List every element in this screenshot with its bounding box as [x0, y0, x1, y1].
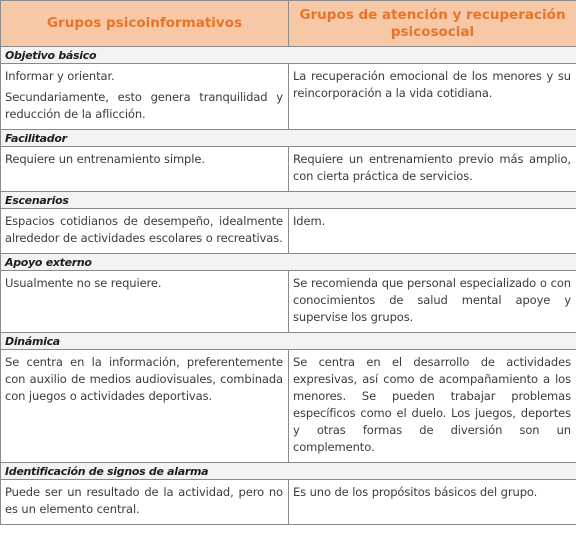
- table-row: [1, 480, 576, 525]
- cell-atencion-recuperacion: [289, 350, 576, 463]
- section-row: [1, 192, 576, 209]
- cell-psicoinformativos: [1, 64, 289, 130]
- cell-psicoinformativos: [1, 271, 289, 333]
- cell-paragraph: Informar y orientar.: [5, 69, 115, 83]
- cell-paragraph: Se recomienda que personal especializado o con conocimientos de salud mental apoye y supervise los grupos.: [293, 276, 571, 324]
- cell-paragraph: Se centra en la información, preferentemente con auxilio de medios audiovisuales, combinada con juegos o actividades deportivas.: [5, 355, 283, 403]
- cell-psicoinformativos: [1, 147, 289, 192]
- cell-paragraph: Idem.: [293, 214, 326, 228]
- section-title: Objetivo básico: [1, 47, 576, 64]
- header-col-psicoinformativos: Grupos psicoinformativos: [1, 1, 289, 47]
- table-row: [1, 350, 576, 463]
- table-row: [1, 209, 576, 254]
- header-row: [1, 1, 576, 47]
- cell-paragraph: Usualmente no se requiere.: [5, 276, 162, 290]
- table-body: [1, 47, 576, 525]
- section-row: [1, 463, 576, 480]
- section-title: Escenarios: [1, 192, 576, 209]
- table-row: [1, 147, 576, 192]
- section-title: Dinámica: [1, 333, 576, 350]
- header-col-atencion-recuperacion: Grupos de atención y recuperación psicosocial: [289, 1, 576, 47]
- cell-atencion-recuperacion: [289, 480, 576, 525]
- cell-paragraph: Requiere un entrenamiento simple.: [5, 152, 205, 166]
- cell-paragraph: La recuperación emocional de los menores y su reincorporación a la vida cotidiana.: [293, 69, 571, 100]
- section-row: [1, 47, 576, 64]
- cell-psicoinformativos: [1, 209, 289, 254]
- table-row: [1, 271, 576, 333]
- table-row: [1, 64, 576, 130]
- cell-paragraph: Secundariamente, esto genera tranquilidad y reducción de la aflicción.: [5, 90, 283, 121]
- section-row: [1, 254, 576, 271]
- section-title: Apoyo externo: [1, 254, 576, 271]
- section-row: [1, 333, 576, 350]
- section-row: [1, 130, 576, 147]
- section-title: Facilitador: [1, 130, 576, 147]
- cell-paragraph: Requiere un entrenamiento previo más amplio, con cierta práctica de servicios.: [293, 152, 571, 183]
- section-title: Identificación de signos de alarma: [1, 463, 576, 480]
- cell-psicoinformativos: [1, 350, 289, 463]
- cell-atencion-recuperacion: [289, 271, 576, 333]
- cell-paragraph: Puede ser un resultado de la actividad, pero no es un elemento central.: [5, 485, 283, 516]
- cell-paragraph: Espacios cotidianos de desempeño, idealmente alrededor de actividades escolares o recreativas.: [5, 214, 283, 245]
- cell-atencion-recuperacion: [289, 147, 576, 192]
- cell-atencion-recuperacion: [289, 64, 576, 130]
- cell-atencion-recuperacion: [289, 209, 576, 254]
- cell-paragraph: Se centra en el desarrollo de actividades expresivas, así como de acompañamiento a los menores. Se pueden trabajar problemas específicos como el duelo. Los juegos, deportes y otras formas de diversión son un complemento.: [293, 355, 571, 454]
- cell-psicoinformativos: [1, 480, 289, 525]
- cell-paragraph: Es uno de los propósitos básicos del grupo.: [293, 485, 538, 499]
